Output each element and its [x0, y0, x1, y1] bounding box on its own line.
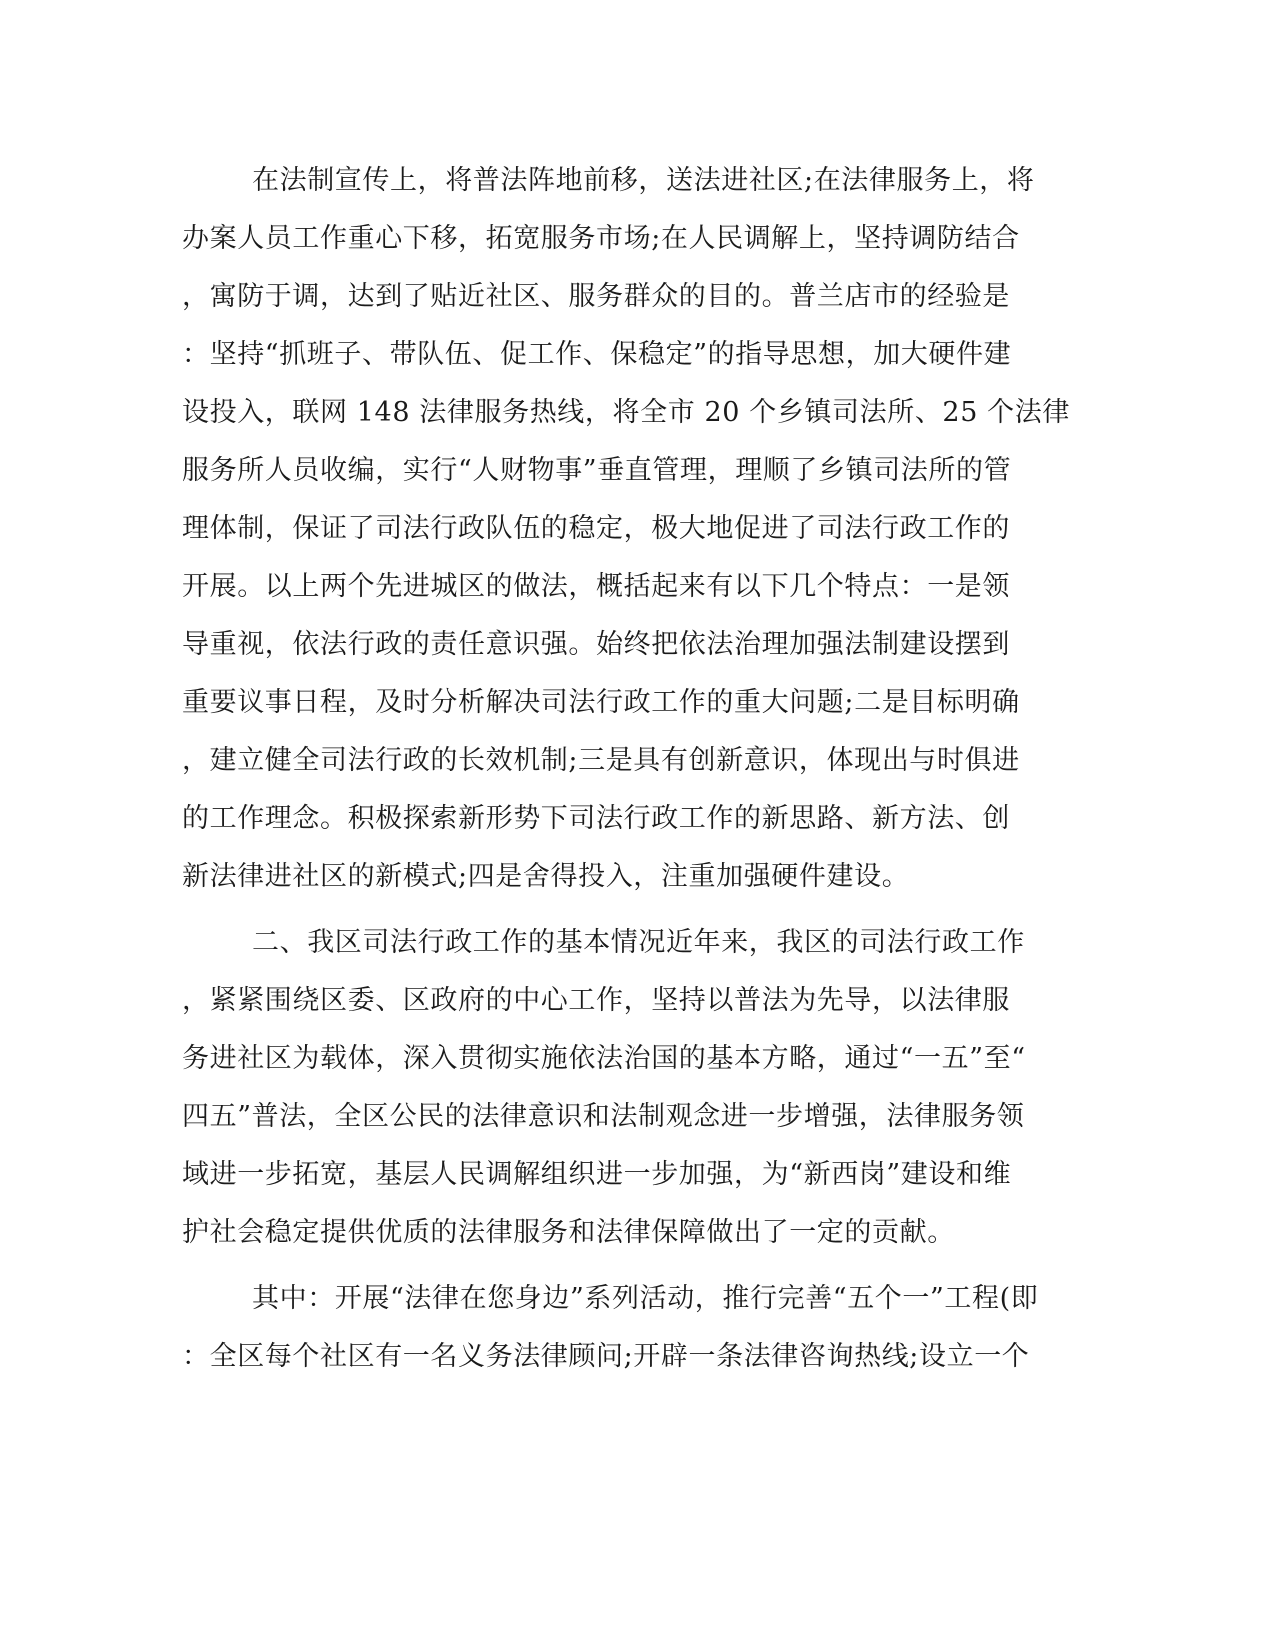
text-line: 服务所人员收编，实行“人财物事”垂直管理，理顺了乡镇司法所的管	[182, 455, 1012, 486]
text-line: 护社会稳定提供优质的法律服务和法律保障做出了一定的贡献。	[182, 1217, 955, 1248]
text-line: 设投入，联网 148 法律服务热线，将全市 20 个乡镇司法所、25 个法律	[182, 397, 1070, 428]
text-line: ，建立健全司法行政的长效机制;三是具有创新意识，体现出与时俱进	[182, 745, 1020, 776]
text-line: 二、我区司法行政工作的基本情况近年来，我区的司法行政工作	[252, 927, 1025, 958]
text-line: 导重视，依法行政的责任意识强。始终把依法治理加强法制建设摆到	[182, 629, 1010, 660]
text-line: 重要议事日程，及时分析解决司法行政工作的重大问题;二是目标明确	[182, 687, 1020, 718]
text-line: ，寓防于调，达到了贴近社区、服务群众的目的。普兰店市的经验是	[182, 281, 1010, 312]
text-line: 新法律进社区的新模式;四是舍得投入，注重加强硬件建设。	[182, 861, 910, 892]
text-line: 开展。以上两个先进城区的做法，概括起来有以下几个特点：一是领	[182, 571, 1010, 602]
text-line: 的工作理念。积极探索新形势下司法行政工作的新思路、新方法、创	[182, 803, 1010, 834]
text-line: 务进社区为载体，深入贯彻实施依法治国的基本方略，通过“一五”至“	[182, 1043, 1026, 1074]
text-line: ：坚持“抓班子、带队伍、促工作、保稳定”的指导思想，加大硬件建	[182, 339, 1012, 370]
text-line: 办案人员工作重心下移，拓宽服务市场;在人民调解上，坚持调防结合	[182, 223, 1020, 254]
text-line: 四五”普法，全区公民的法律意识和法制观念进一步增强，法律服务领	[182, 1101, 1025, 1132]
text-line: 理体制，保证了司法行政队伍的稳定，极大地促进了司法行政工作的	[182, 513, 1010, 544]
text-line: 其中：开展“法律在您身边”系列活动，推行完善“五个一”工程(即	[252, 1283, 1039, 1314]
text-line: 域进一步拓宽，基层人民调解组织进一步加强，为“新西岗”建设和维	[182, 1159, 1012, 1190]
text-line: ，紧紧围绕区委、区政府的中心工作，坚持以普法为先导，以法律服	[182, 985, 1010, 1016]
text-line: ：全区每个社区有一名义务法律顾问;开辟一条法律咨询热线;设立一个	[182, 1341, 1030, 1372]
text-line: 在法制宣传上，将普法阵地前移，送法进社区;在法律服务上，将	[252, 165, 1035, 196]
